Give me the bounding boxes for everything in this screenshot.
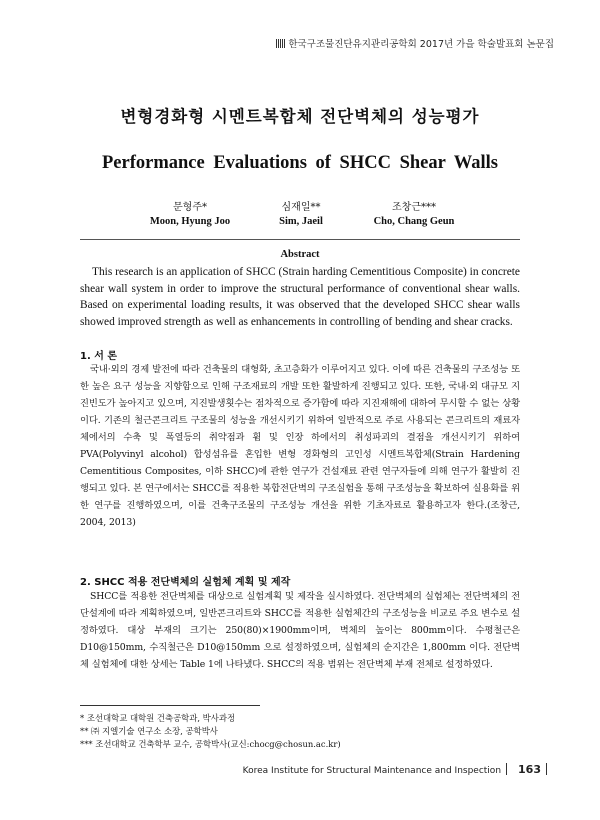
section-1-heading: 1. 서 론 <box>80 351 118 362</box>
journal-header <box>276 36 554 50</box>
korean-title: 변형경화형 시멘트복합체 전단벽체의 성능평가 <box>120 107 480 126</box>
section-1-text: 국내·외의 경제 발전에 따라 건축물의 대형화, 초고층화가 이루어지고 있다. 이에 따른 건축물의 구조성능 또한 높은 요구 성능을 지향함으로 인해 구조재료의 개발 또한 활발하게 진행되고 있다. 또한, 국내·외 대규모 지진빈도가 높아지고 있으며, 지진발생횟수는 점차적으로 증가함에 따라 지진재해에 대하여 무시할 수 없는 상황이다. 기존의 철근콘크리트 구조물의 성능을 개선시키기 위하여 일반적으로 주로 사용되는 콘크리트의 재료자체에서의 수축 및 폭열등의 취약점과 휨 및 인장 하에서의 취성파괴의 결점을 개선시키기 위하여 PVA(Polyvinyl alcohol) 합성섬유를 혼입한 변형 경화형의 고인성 시멘트복합체(Strain Hardening Cementitious Composites, 이하 SHCC)에 관한 연구가 건설재료 관련 연구자들에 의해 연구가 활발히 진행되고 있다. 본 연구에서는 SHCC를 적용한 복합전단벽의 구조실험을 통해 구조성능을 확보하여 실용화를 위한 연구를 진행하였으며, 이를 건축구조물의 구조성능 개선을 위한 기초자료로 활용하고자 한다.(조창근, 2004, 2013) <box>80 364 520 528</box>
footnote-3: *** 조선대학교 건축학부 교수, 공학박사(교신:chocg@chosun.ac.kr) <box>80 739 341 749</box>
abstract-text: This research is an application of SHCC (Strain harding Cementitious Composite) in concrete shear wall system in order to improve the structural performance of conventional shear walls. Based on experimental loading results, it was observed that the developed SHCC shear walls showed improved strength as well as enhancements in controlling of bending and shear cracks. <box>80 266 520 329</box>
journal-mark-icon <box>276 39 285 48</box>
author-name-korean: 문형주* <box>173 202 207 213</box>
abstract-divider <box>80 239 520 240</box>
footer-separator-right <box>546 763 547 775</box>
author-name-korean: 조창근*** <box>392 202 436 213</box>
abstract-heading: Abstract <box>280 249 320 260</box>
english-title: Performance Evaluations of SHCC Shear Walls <box>102 153 498 173</box>
section-2-text: SHCC를 적용한 전단벽체를 대상으로 실험계획 및 제작을 실시하였다. 전단벽체의 실험체는 전단벽체의 전단설계에 따라 계획하였으며, 일반콘크리트와 SHCC를 적용한 실험체간의 구조성능을 비교로 주요 변수로 설정하였다. 대상 부재의 크기는 250(80)×1900mm이며, 벽체의 높이는 800mm이다. 수평철근은 D10@150mm, 수직철근은 D10@150mm 으로 설정하였으며, 실험체의 순지간은 1,800mm 이다. 전단벽체 실험체에 대한 상세는 Table 1에 나타냈다. SHCC의 적용 범위는 전단벽체 부재 전체로 설정하였다. <box>80 591 520 670</box>
page-number: 163 <box>518 763 541 776</box>
author-name-korean: 심재일** <box>281 202 321 213</box>
footnote-1: * 조선대학교 대학원 건축공학과, 박사과정 <box>80 713 236 723</box>
page-footer <box>243 763 552 776</box>
author-3 <box>334 201 494 229</box>
footnote-divider <box>80 705 260 706</box>
publisher-name: Korea Institute for Structural Maintenance and Inspection <box>242 766 502 776</box>
section-2-heading: 2. SHCC 적용 전단벽체의 실험체 계획 및 제작 <box>80 577 291 588</box>
journal-name: 한국구조물진단유지관리공학회 2017년 가을 학술발표회 논문집 <box>288 39 554 50</box>
footnote-2: ** ㈜ 지엘기술 연구소 소장, 공학박사 <box>80 726 218 736</box>
author-name-english: Moon, Hyung Joo <box>149 216 231 227</box>
footer-separator <box>506 763 507 775</box>
author-name-english: Sim, Jaeil <box>279 216 323 227</box>
author-name-english: Cho, Chang Geun <box>373 216 455 227</box>
